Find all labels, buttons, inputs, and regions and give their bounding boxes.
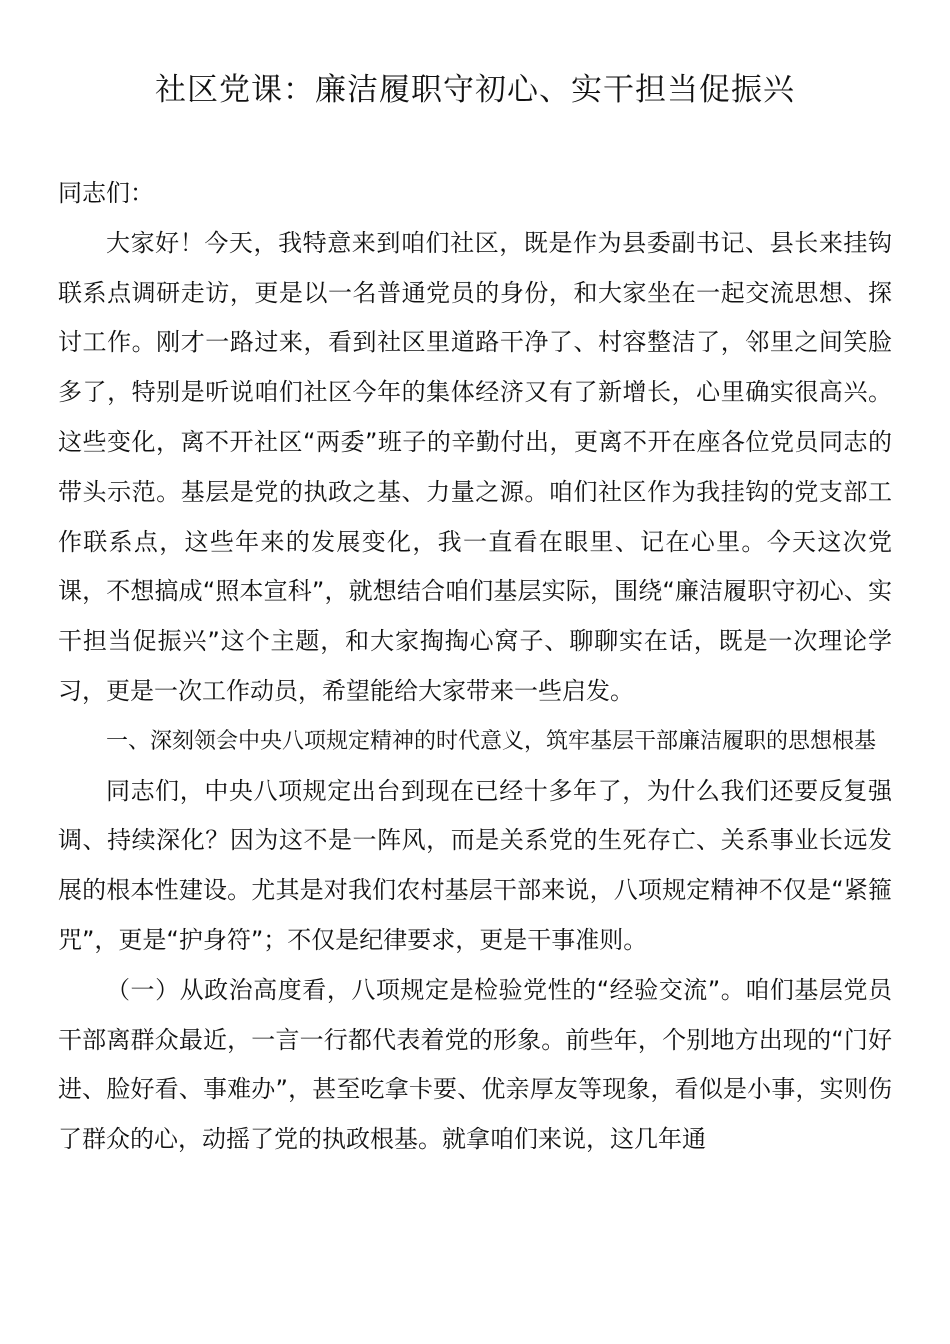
paragraph-section-1-intro: 同志们，中央八项规定出台到现在已经十多年了，为什么我们还要反复强调、持续深化？因为这不是一阵风，而是关系党的生死存亡、关系事业长远发展的根本性建设。尤其是对我们农村基层干部来说，八项规定精神不仅是“紧箍咒”，更是“护身符”；不仅是纪律要求，更是干事准则。 [58,776,892,954]
paragraph-subsection-1: （一）从政治高度看，八项规定是检验党性的“经验交流”。咱们基层党员干部离群众最近，一言一行都代表着党的形象。前些年，个别地方出现的“门好进、脸好看、事难办”，甚至吃拿卡要、优亲厚友等现象，看似是小事，实则伤了群众的心，动摇了党的执政根基。就拿咱们来说，这几年通 [58,975,892,1154]
paragraph-opening: 大家好！今天，我特意来到咱们社区，既是作为县委副书记、县长来挂钩联系点调研走访，更是以一名普通党员的身份，和大家坐在一起交流思想、探讨工作。刚才一路过来，看到社区里道路干净了、村容整洁了，邻里之间笑脸多了，特别是听说咱们社区今年的集体经济又有了新增长，心里确实很高兴。这些变化，离不开社区“两委”班子的辛勤付出，更离不开在座各位党员同志的带头示范。基层是党的执政之基、力量之源。咱们社区作为我挂钩的党支部工作联系点，这些年来的发展变化，我一直看在眼里、记在心里。今天这次党课，不想搞成“照本宣科”，就想结合咱们基层实际，围绕“廉洁履职守初心、实干担当促振兴”这个主题，和大家掏掏心窝子、聊聊实在话，既是一次理论学习，更是一次工作动员，希望能给大家带来一些启发。 [58,228,892,705]
document-title: 社区党课：廉洁履职守初心、实干担当促振兴 [155,72,795,108]
greeting: 同志们： [58,179,154,207]
section-heading-1: 一、深刻领会中央八项规定精神的时代意义，筑牢基层干部廉洁履职的思想根基 [106,728,877,754]
document-body [58,169,892,1165]
